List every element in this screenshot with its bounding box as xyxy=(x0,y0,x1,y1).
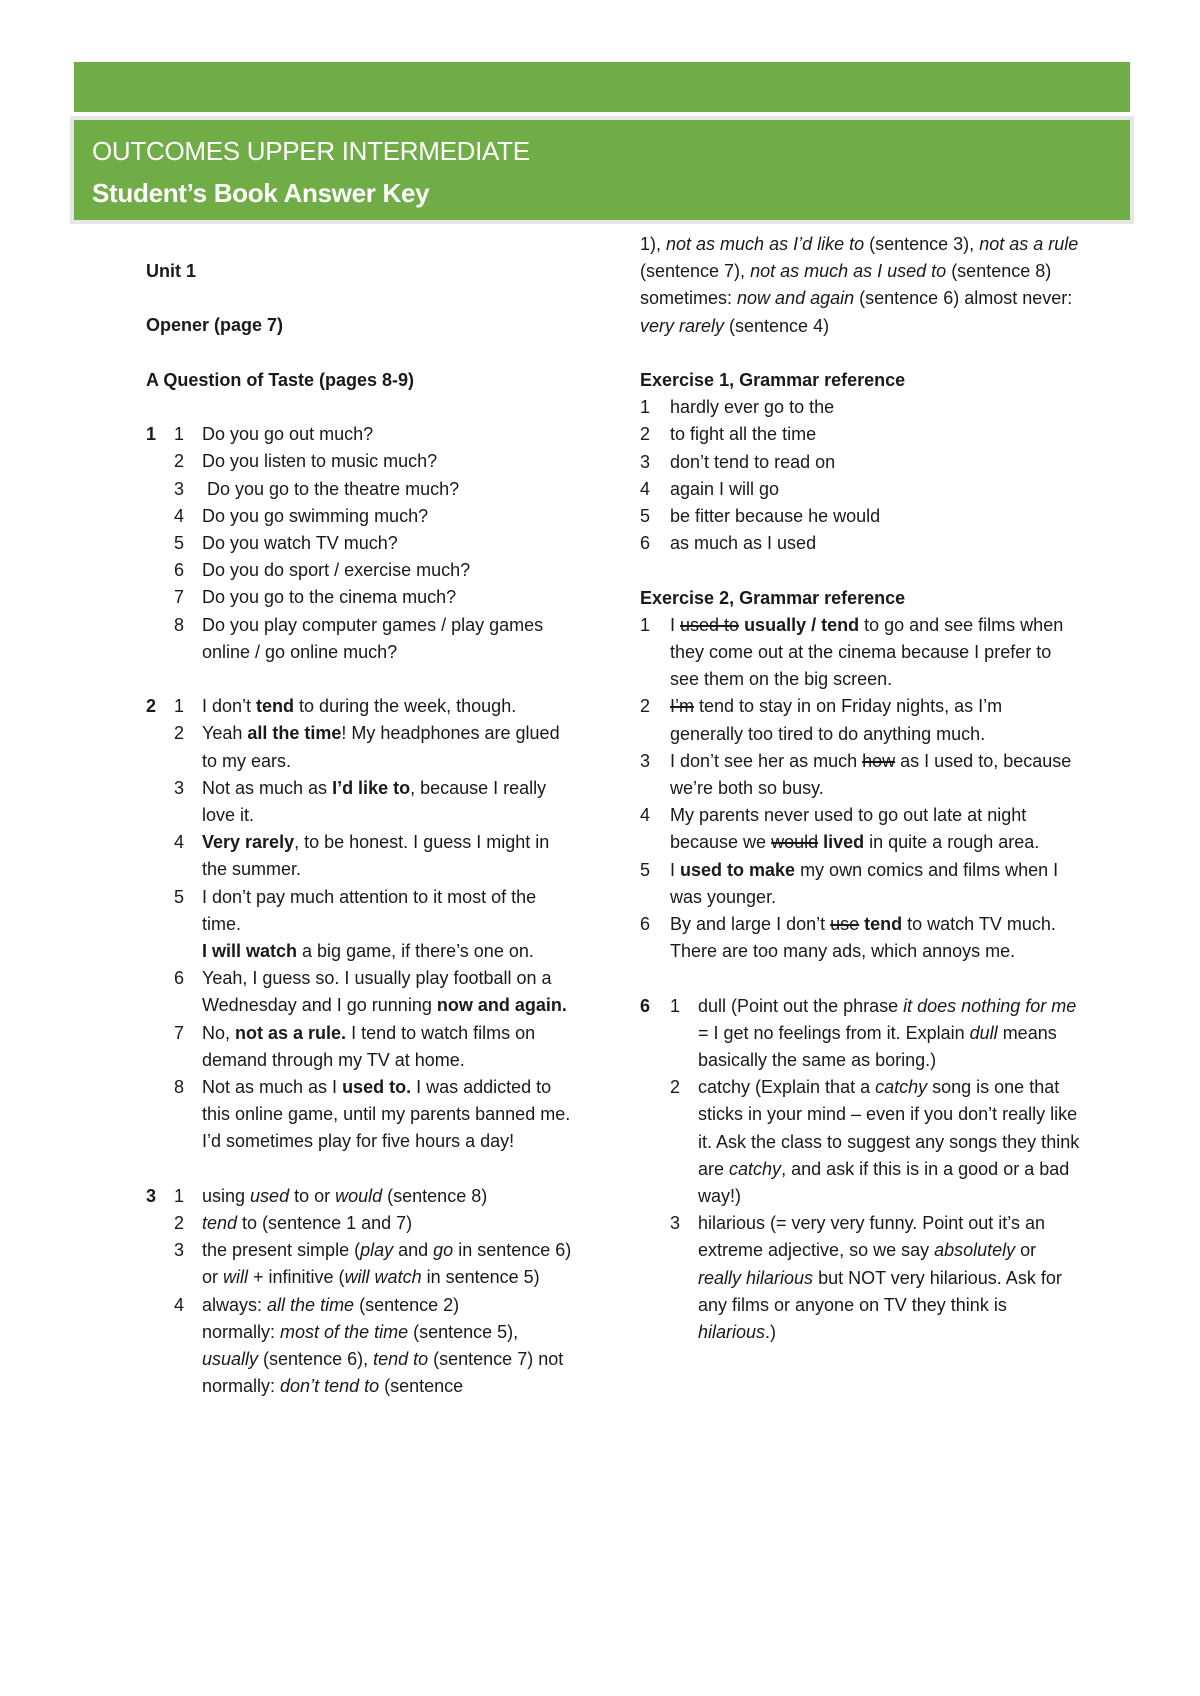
item-text: I don’t pay much attention to it most of the time. I will watch a big game, if there’s one on. xyxy=(202,886,537,962)
item-number: 2 xyxy=(174,1213,185,1234)
item-text: Do you do sport / exercise much? xyxy=(202,560,471,581)
exercise-number: 1 xyxy=(146,424,157,445)
item-text: don’t tend to read on xyxy=(670,451,836,472)
exercise-1 xyxy=(146,421,576,666)
list-item xyxy=(146,584,576,611)
item-number: 1 xyxy=(174,1185,185,1206)
item-text: Yeah, I guess so. I usually play football on a Wednesday and I go running now and again. xyxy=(202,968,567,1016)
section-heading: A Question of Taste (pages 8-9) xyxy=(146,369,415,390)
item-number: 2 xyxy=(640,424,651,445)
list-item xyxy=(146,448,576,475)
item-number: 4 xyxy=(640,478,651,499)
item-text: Very rarely, to be honest. I guess I might in the summer. xyxy=(202,832,550,880)
item-text: Do you play computer games / play games online / go online much? xyxy=(202,614,544,662)
list-item xyxy=(640,1210,1080,1346)
grammar-reference-1 xyxy=(640,394,1080,557)
exercise-6 xyxy=(640,993,1080,1347)
list-item xyxy=(146,1292,576,1401)
item-number: 2 xyxy=(670,1077,681,1098)
item-number: 3 xyxy=(174,478,185,499)
list-item xyxy=(146,1237,576,1291)
item-number: 1 xyxy=(640,614,651,635)
list-item xyxy=(640,748,1080,802)
list-item xyxy=(640,857,1080,911)
item-text: By and large I don’t use tend to watch TV much. There are too many ads, which annoys me. xyxy=(670,914,1056,962)
document-title: OUTCOMES UPPER INTERMEDIATE xyxy=(92,136,530,166)
grammar-reference-1-heading: Exercise 1, Grammar reference xyxy=(640,370,906,390)
item-number: 3 xyxy=(640,451,651,472)
list-item xyxy=(146,530,576,557)
item-text: tend to (sentence 1 and 7) xyxy=(202,1213,413,1234)
item-number: 1 xyxy=(174,696,185,717)
list-item xyxy=(146,612,576,666)
item-number: 6 xyxy=(174,968,185,989)
exercise-number: 3 xyxy=(146,1185,157,1206)
item-text: Do you go swimming much? xyxy=(202,505,429,526)
item-text: Do you listen to music much? xyxy=(202,451,438,472)
list-item xyxy=(640,421,1080,448)
list-item xyxy=(146,476,576,503)
list-item xyxy=(146,1210,576,1237)
item-text: I used to usually / tend to go and see films when they come out at the cinema because I prefer to see them on the big screen. xyxy=(670,614,1064,690)
item-number: 5 xyxy=(640,506,651,527)
list-item xyxy=(640,476,1080,503)
list-item xyxy=(640,394,1080,421)
grammar-reference-2-heading: Exercise 2, Grammar reference xyxy=(640,587,906,608)
exercise-2 xyxy=(146,693,576,1155)
list-item xyxy=(640,1074,1080,1210)
item-text: Do you go to the theatre much? xyxy=(202,478,460,499)
item-text: Not as much as I’d like to, because I really love it. xyxy=(202,777,547,825)
item-number: 8 xyxy=(174,1077,185,1098)
item-number: 1 xyxy=(174,424,185,445)
item-number: 4 xyxy=(174,505,185,526)
item-number: 4 xyxy=(174,832,185,853)
item-number: 5 xyxy=(174,886,185,907)
item-number: 5 xyxy=(640,859,651,880)
header-title-band xyxy=(74,120,1130,220)
item-number: 3 xyxy=(174,777,185,798)
list-item xyxy=(640,993,1080,1075)
item-number: 5 xyxy=(174,532,185,553)
header-top-band xyxy=(74,62,1130,112)
item-number: 1 xyxy=(670,995,681,1016)
list-item xyxy=(640,449,1080,476)
document-subtitle: Student’s Book Answer Key xyxy=(92,178,430,208)
item-number: 4 xyxy=(174,1294,185,1315)
item-text: be fitter because he would xyxy=(670,506,881,527)
opener-heading: Opener (page 7) xyxy=(146,315,284,336)
item-number: 3 xyxy=(670,1213,681,1234)
list-item xyxy=(640,693,1080,747)
list-item xyxy=(146,503,576,530)
item-text: hilarious (= very very funny. Point out it’s an extreme adjective, so we say absolutely or really hilarious but NOT very hilarious. Ask for any films or anyone on TV they think is hilarious.) xyxy=(698,1213,1062,1343)
item-text: I don’t see her as much how as I used to, because we’re both so busy. xyxy=(670,750,1072,799)
list-item xyxy=(146,693,576,720)
item-text: to fight all the time xyxy=(670,424,817,445)
item-text: No, not as a rule. I tend to watch films on demand through my TV at home. xyxy=(202,1022,536,1070)
list-item xyxy=(146,1020,576,1074)
item-number: 8 xyxy=(174,614,185,635)
item-text: Do you watch TV much? xyxy=(202,532,398,553)
item-number: 4 xyxy=(640,805,651,826)
list-item xyxy=(146,720,576,774)
item-number: 2 xyxy=(174,451,185,472)
exercise-number: 6 xyxy=(640,995,651,1016)
item-text: I used to make my own comics and films when I was younger. xyxy=(670,859,1059,907)
item-text: I don’t tend to during the week, though. xyxy=(202,696,517,717)
item-text: Do you go out much? xyxy=(202,424,374,445)
exercise-3-continued: 1), not as much as I’d like to (sentence 3), not as a rule (sentence 7), not as much as I used to (sentence 8) sometimes: now and again (sentence 6) almost never: very rarely (sentence 4) xyxy=(640,234,1079,336)
list-item xyxy=(640,612,1080,694)
left-column xyxy=(146,258,576,1400)
list-item xyxy=(640,911,1080,965)
list-item xyxy=(146,1074,576,1156)
right-column xyxy=(640,231,1080,1346)
item-number: 7 xyxy=(174,1022,185,1043)
item-number: 7 xyxy=(174,587,185,608)
item-text: again I will go xyxy=(670,478,780,499)
item-number: 2 xyxy=(640,696,651,717)
item-number: 3 xyxy=(640,750,651,771)
item-number: 6 xyxy=(174,560,185,581)
item-text: I’m tend to stay in on Friday nights, as I’m generally too tired to do anything much. xyxy=(670,696,1003,744)
item-text: using used to or would (sentence 8) xyxy=(202,1185,488,1206)
item-text: dull (Point out the phrase it does nothing for me = I get no feelings from it. Explain dull means basically the same as boring.) xyxy=(698,995,1077,1071)
list-item xyxy=(146,421,576,448)
list-item xyxy=(146,829,576,883)
list-item xyxy=(640,503,1080,530)
grammar-reference-2 xyxy=(640,612,1080,966)
list-item xyxy=(640,530,1080,557)
list-item xyxy=(146,1183,576,1210)
item-text: Not as much as I used to. I was addicted to this online game, until my parents banned me. I’d sometimes play for five hours a day! xyxy=(202,1077,571,1152)
item-text: Do you go to the cinema much? xyxy=(202,587,457,608)
item-number: 6 xyxy=(640,914,651,935)
list-item xyxy=(146,884,576,966)
item-number: 6 xyxy=(640,533,651,554)
item-number: 2 xyxy=(174,723,185,744)
item-text: hardly ever go to the xyxy=(670,397,835,418)
unit-heading: Unit 1 xyxy=(146,261,197,281)
item-number: 1 xyxy=(640,397,651,418)
item-text: catchy (Explain that a catchy song is one that sticks in your mind – even if you don’t really like it. Ask the class to suggest any songs they think are catchy, and ask if this is in a good or a bad way!) xyxy=(698,1077,1080,1207)
list-item xyxy=(146,557,576,584)
list-item xyxy=(640,802,1080,856)
exercise-number: 2 xyxy=(146,696,157,717)
item-text: My parents never used to go out late at night because we would lived in quite a rough area. xyxy=(670,805,1040,853)
item-number: 3 xyxy=(174,1240,185,1261)
list-item xyxy=(146,965,576,1019)
item-text: always: all the time (sentence 2) normally: most of the time (sentence 5), usually (sentence 6), tend to (sentence 7) not normally: don’t tend to (sentence xyxy=(202,1294,564,1397)
list-item xyxy=(146,775,576,829)
item-text: the present simple (play and go in sentence 6) or will + infinitive (will watch in sentence 5) xyxy=(202,1240,572,1288)
exercise-3 xyxy=(146,1183,576,1401)
item-text: as much as I used xyxy=(670,533,817,554)
item-text: Yeah all the time! My headphones are glued to my ears. xyxy=(202,723,560,771)
